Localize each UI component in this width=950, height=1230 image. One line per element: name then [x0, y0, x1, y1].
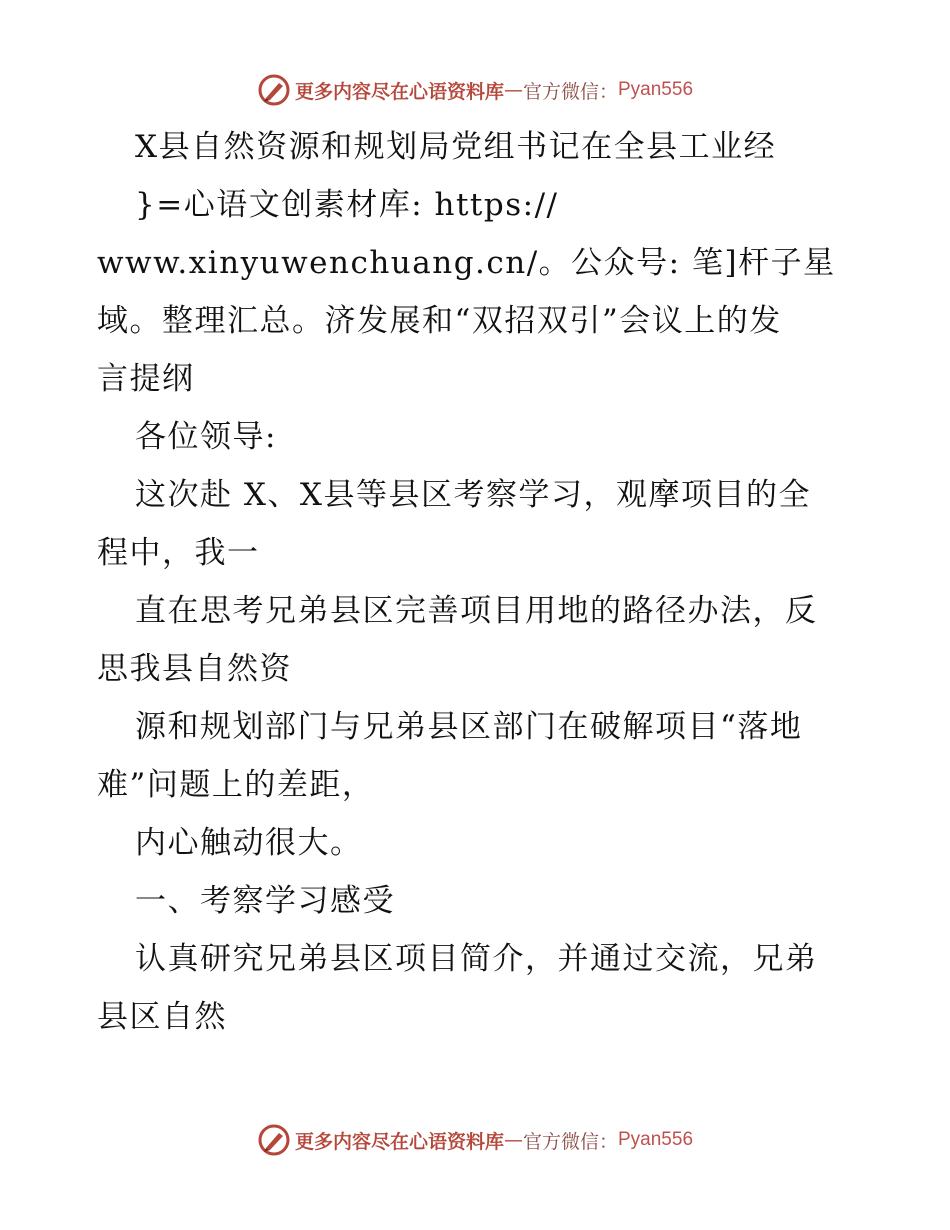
- body-line: X县自然资源和规划局党组书记在全县工业经: [135, 129, 777, 165]
- banner-separator: —: [503, 1129, 523, 1151]
- banner-separator: —: [503, 79, 523, 101]
- banner-wechat-label: 官方微信：: [522, 1130, 618, 1153]
- banner-wechat-label: 官方微信：: [522, 80, 618, 103]
- footer-watermark-banner: [0, 1120, 950, 1160]
- banner-wechat-id: Pyan556: [618, 79, 694, 100]
- body-line: 各位领导:: [135, 419, 277, 455]
- body-line: www.xinyuwenchuang.cn/。公众号: 笔]杆子星: [97, 245, 836, 281]
- pen-logo-icon: [257, 73, 291, 107]
- body-line: 县区自然: [97, 999, 227, 1035]
- document-body: [97, 118, 857, 1046]
- body-line: 程中，我一: [97, 535, 260, 571]
- body-line: 内心触动很大。: [135, 825, 363, 861]
- body-line: 思我县自然资: [97, 651, 292, 687]
- body-line: 这次赴 X、X县等县区考察学习，观摩项目的全: [135, 477, 811, 513]
- body-line: 源和规划部门与兄弟县区部门在破解项目“落地: [135, 709, 803, 745]
- section-heading: 一、考察学习感受: [135, 883, 395, 919]
- banner-lead-text: 更多内容尽在心语资料库: [294, 80, 504, 103]
- body-line: }=心语文创素材库: https://: [135, 187, 559, 223]
- banner-lead-text: 更多内容尽在心语资料库: [294, 1130, 504, 1153]
- body-line: 认真研究兄弟县区项目简介，并通过交流，兄弟: [135, 941, 818, 977]
- body-line: 言提纲: [97, 361, 195, 397]
- body-line: 域。整理汇总。济发展和“双招双引”会议上的发: [97, 303, 782, 339]
- banner-wechat-id: Pyan556: [618, 1129, 694, 1150]
- header-watermark-banner: [0, 70, 950, 110]
- body-line: 直在思考兄弟县区完善项目用地的路径办法，反: [135, 593, 818, 629]
- body-line: 难”问题上的差距，: [97, 767, 375, 803]
- pen-logo-icon: [257, 1123, 291, 1157]
